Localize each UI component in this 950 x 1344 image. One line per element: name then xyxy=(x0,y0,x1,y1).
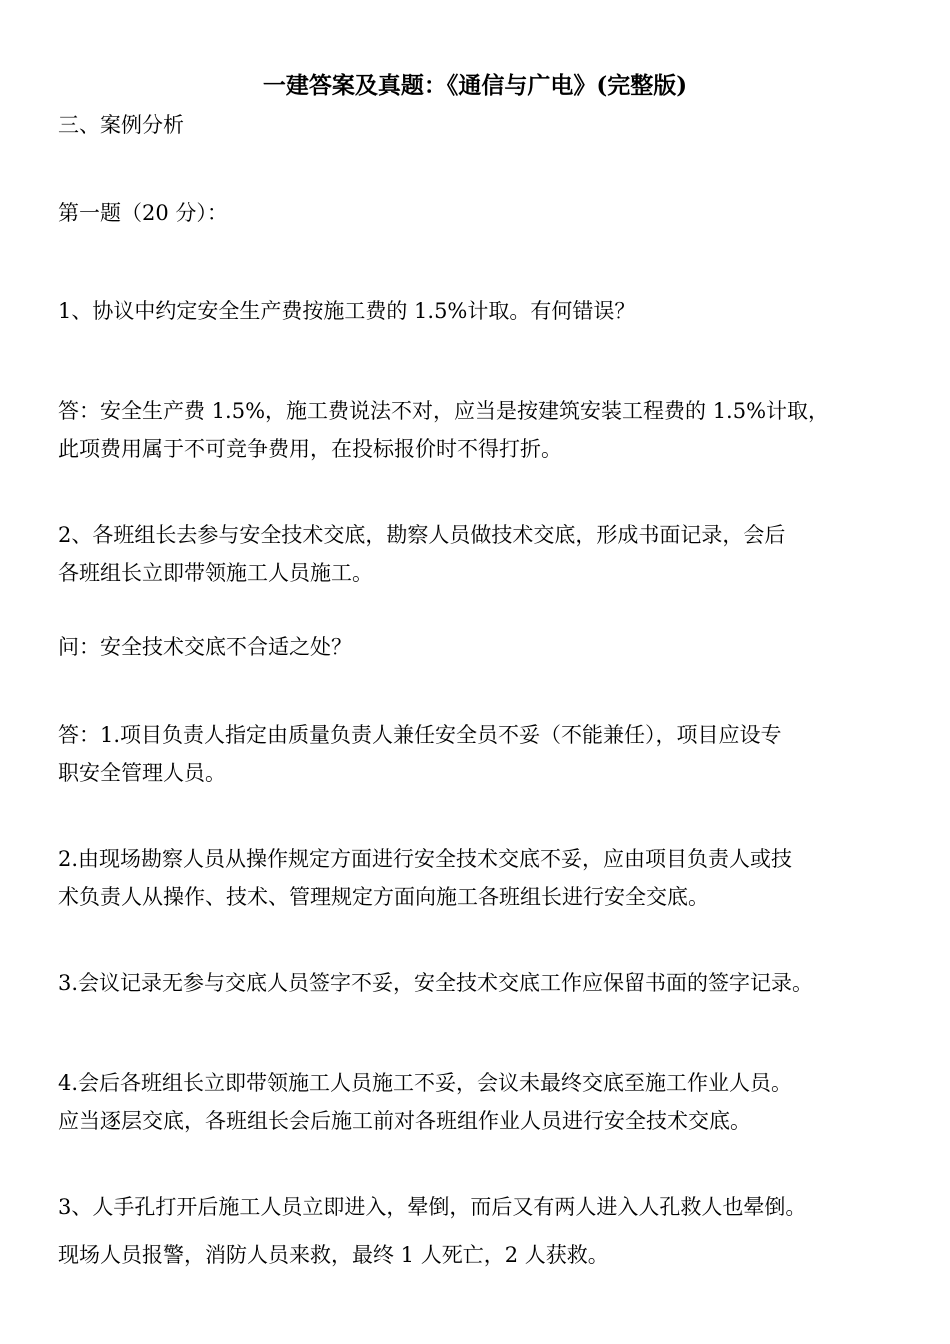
subquestion-3-line-1: 3、人手孔打开后施工人员立即进入，晕倒，而后又有两人进入人孔救人也晕倒。 xyxy=(58,1195,807,1219)
subquestion-2-ask: 问：安全技术交底不合适之处？ xyxy=(58,635,352,659)
document-title: 一建答案及真题：《通信与广电》(完整版) xyxy=(262,72,688,99)
answer-2-point-4-line-1: 4.会后各班组长立即带领施工人员施工不妥，会议未最终交底至施工作业人员。 xyxy=(58,1071,793,1095)
subquestion-2-line-1: 2、各班组长去参与安全技术交底，勘察人员做技术交底，形成书面记录，会后 xyxy=(58,523,786,547)
subquestion-3-line-2: 现场人员报警，消防人员来救，最终 1 人死亡，2 人获救。 xyxy=(58,1243,609,1267)
answer-2-point-1-line-1: 答：1.项目负责人指定由质量负责人兼任安全员不妥（不能兼任），项目应设专 xyxy=(58,723,782,747)
subquestion-2-line-2: 各班组长立即带领施工人员施工。 xyxy=(58,561,373,585)
answer-1-line-2: 此项费用属于不可竞争费用，在投标报价时不得打折。 xyxy=(58,437,562,461)
answer-1-line-1: 答：安全生产费 1.5%，施工费说法不对，应当是按建筑安装工程费的 1.5%计取， xyxy=(58,399,830,423)
question-1-heading: 第一题（20 分）： xyxy=(58,201,228,225)
subquestion-1: 1、协议中约定安全生产费按施工费的 1.5%计取。有何错误？ xyxy=(58,299,636,323)
answer-2-point-2-line-2: 术负责人从操作、技术、管理规定方面向施工各班组长进行安全交底。 xyxy=(58,885,709,909)
answer-2-point-2-line-1: 2.由现场勘察人员从操作规定方面进行安全技术交底不妥，应由项目负责人或技 xyxy=(58,847,793,871)
answer-2-point-4-line-2: 应当逐层交底，各班组长会后施工前对各班组作业人员进行安全技术交底。 xyxy=(58,1109,751,1133)
section-heading-case-analysis: 三、案例分析 xyxy=(58,113,184,137)
answer-2-point-1-line-2: 职安全管理人员。 xyxy=(58,761,226,785)
answer-2-point-3: 3.会议记录无参与交底人员签字不妥，安全技术交底工作应保留书面的签字记录。 xyxy=(58,971,814,995)
